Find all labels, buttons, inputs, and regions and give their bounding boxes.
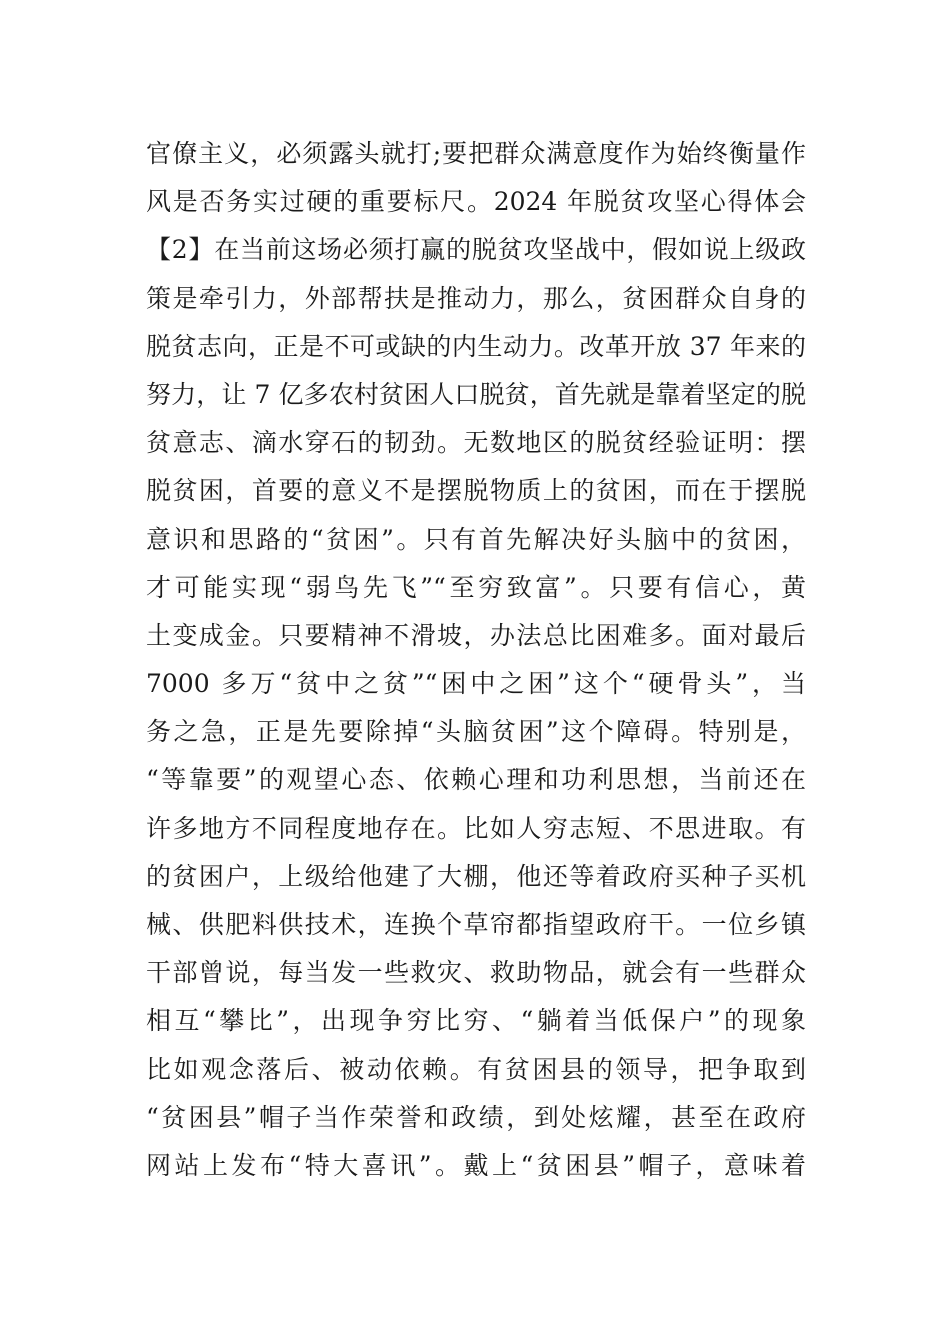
text-line: 策是牵引力，外部帮扶是推动力，那么，贫困群众自身的 bbox=[146, 283, 806, 313]
text-line: 7000 多万“贫中之贫”“困中之困”这个“硬骨头”，当 bbox=[146, 669, 806, 699]
text-line: “等靠要”的观望心态、依赖心理和功利思想，当前还在 bbox=[146, 765, 806, 795]
text-line: 意识和思路的“贫困”。只有首先解决好头脑中的贫困， bbox=[146, 524, 806, 554]
text-line: 风是否务实过硬的重要标尺。2024 年脱贫攻坚心得体会 bbox=[146, 187, 806, 217]
text-line: 许多地方不同程度地存在。比如人穷志短、不思进取。有 bbox=[146, 813, 806, 843]
text-line: 的贫困户，上级给他建了大棚，他还等着政府买种子买机 bbox=[146, 861, 806, 891]
text-line: 网站上发布“特大喜讯”。戴上“贫困县”帽子，意味着 bbox=[146, 1150, 806, 1180]
text-line: 相互“攀比”，出现争穷比穷、“躺着当低保户”的现象 bbox=[146, 1006, 806, 1036]
text-line: 务之急，正是先要除掉“头脑贫困”这个障碍。特别是， bbox=[146, 717, 806, 747]
body-text bbox=[146, 130, 806, 1190]
text-line: 脱贫困，首要的意义不是摆脱物质上的贫困，而在于摆脱 bbox=[146, 476, 806, 506]
text-line: 械、供肥料供技术，连换个草帘都指望政府干。一位乡镇 bbox=[146, 910, 806, 939]
text-line: 【2】在当前这场必须打赢的脱贫攻坚战中，假如说上级政 bbox=[146, 235, 806, 265]
text-line: 干部曾说，每当发一些救灾、救助物品，就会有一些群众 bbox=[146, 958, 806, 988]
text-line: 贫意志、滴水穿石的韧劲。无数地区的脱贫经验证明：摆 bbox=[146, 428, 806, 458]
text-line: “贫困县”帽子当作荣誉和政绩，到处炫耀，甚至在政府 bbox=[146, 1102, 806, 1132]
text-line: 比如观念落后、被动依赖。有贫困县的领导，把争取到 bbox=[146, 1054, 806, 1084]
text-line: 努力，让 7 亿多农村贫困人口脱贫，首先就是靠着坚定的脱 bbox=[146, 379, 806, 409]
text-line: 官僚主义，必须露头就打;要把群众满意度作为始终衡量作 bbox=[146, 139, 806, 168]
text-line: 土变成金。只要精神不滑坡，办法总比困难多。面对最后 bbox=[146, 620, 806, 650]
text-line: 才可能实现“弱鸟先飞”“至穷致富”。只要有信心，黄 bbox=[146, 572, 806, 602]
text-line: 脱贫志向，正是不可或缺的内生动力。改革开放 37 年来的 bbox=[146, 331, 806, 361]
